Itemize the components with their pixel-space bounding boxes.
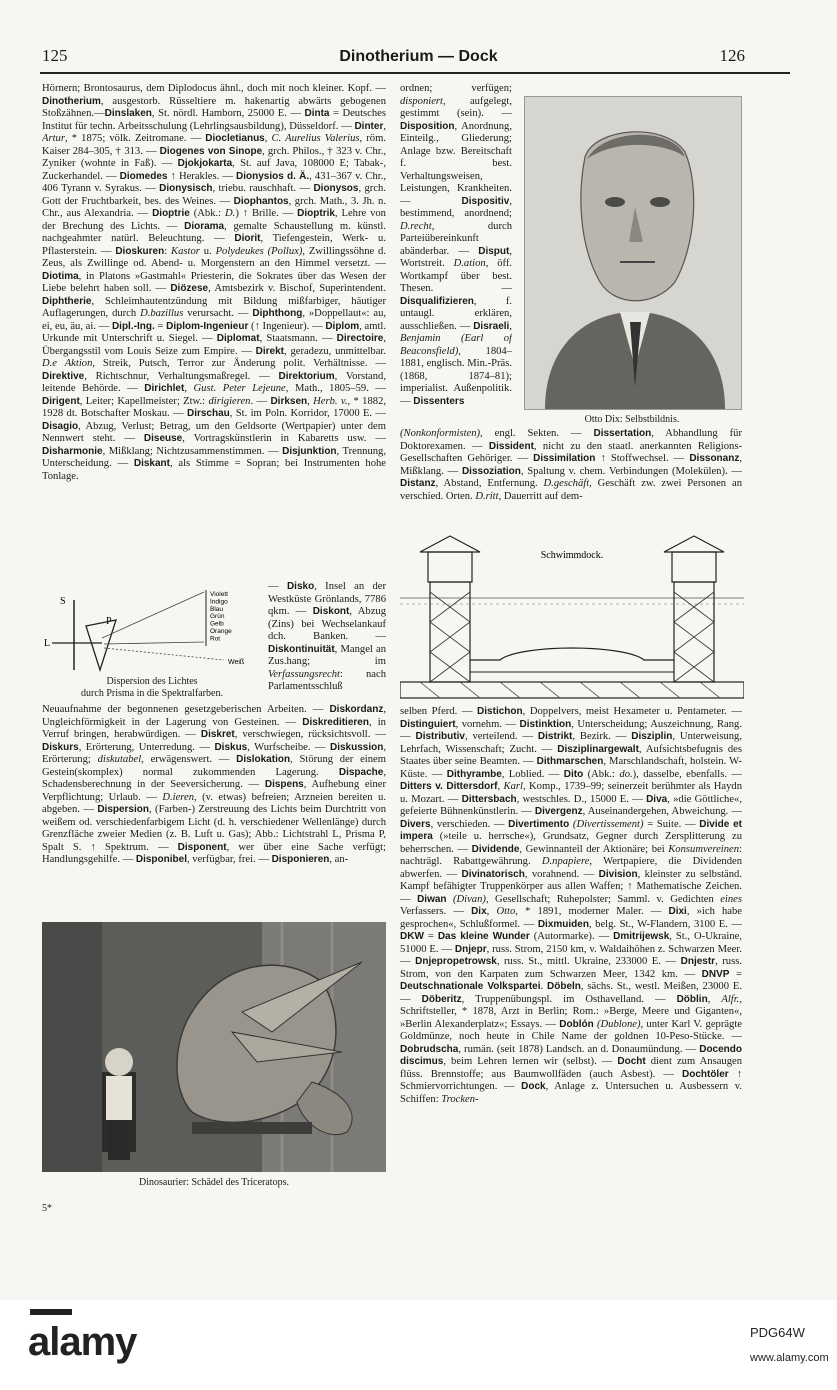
label-white: Weiß: [228, 659, 245, 666]
label-s: S: [60, 596, 66, 607]
dock-pontoon: [400, 682, 744, 698]
spectrum-label-6: Rot: [210, 635, 221, 643]
watermark-logo: alamy: [28, 1320, 137, 1364]
disko-entry-text: — Disko, Insel an der Westküste Grönlands, 7786 qkm. — Diskont, Abzug (Zins) bei Wechselankauf dch. Banken. — Diskontinuität, Mangel an Zus.hang; im Verfassungsrecht: nach Parlamentsschluß: [268, 581, 386, 692]
spectrum-color-labels: [210, 591, 232, 642]
spectrum-label-2: Blau: [210, 605, 224, 613]
header-rule: [40, 72, 790, 74]
spectrum-label-5: Orange: [210, 628, 232, 635]
page-number-left: 125: [42, 46, 68, 65]
prism-triangle: [86, 620, 116, 670]
schwimmdock-diagram: [400, 532, 744, 700]
left-tower-cabin: [428, 552, 472, 582]
portrait-illustration: [525, 97, 741, 409]
left-column-top-text: Hörnern; Brontosaurus, dem Diplodocus ähnl., doch mit noch kleiner. Kopf. — Dinotherium, ausgestorb. Rüsseltiere m. hakenartig abwärts gebogenen Stoßzähnen.—Dinslaken, St. nördl. Hamborn, 25000 E. — Dinta = Deutsches Institut für techn. Arbeitsschulung (Lehrlingsausbildung), Düsseldorf. — Dinter, Artur, * 1875; völk. Zeitromane. — Diocletianus, C. Aurelius Valerius, röm. Kaiser 284–305, † 313. — Diogenes von Sinope, grch. Philos., † 323 v. Chr., Zyniker (wohnte in Faß). — Djokjokarta, St. auf Java, 108000 E; Tabak-, Zuckerhandel. — Diomedes ↑ Herakles. — Dionysios d. Ä., 431–367 v. Chr., 406 Tyrann v. Syrakus. — Dionysisch, triebu. rauschhaft. — Dionysos, grch. Gott der Fruchtbarkeit, bes. des Weines. — Diophantos, grch. Math., 3. Jh. n. Chr., aus Alexandria. — Dioptrie (Abk.: D.) ↑ Brille. — Dioptrik, Lehre von der Brechung des Lichts. — Diorama, gemalte Schaustellung m. künstl. nachgeahmter natürl. Beleuchtung. — Diorit, Tiefengestein, Werk- u. Pflasterstein. — Dioskuren: Kastor u. Polydeukes (Pollux), Zwillingssöhne d. Zeus, als Zwillinge od. Abend- u. Morgenstern an den Himmel versetzt. — Diotima, in Platons »Gastmahl« Priesterin, die Sokrates über das Wesen der Liebe belehrt haben soll. — Diözese, Amtsbezirk v. Bischof, Superintendent. Diphtherie, Schleimhautentzündung mit Bildung mißfarbiger, häutiger Auflagerungen, durch D.bazillus verursacht. — Diphthong, »Doppellaut«: au, ei, eu, äu, ai. — Dipl.-Ing. = Diplom-Ingenieur (↑ Ingenieur). — Diplom, amtl. Urkunde mit Unterschrift u. Siegel. — Diplomat, Staatsmann. — Directoire, Übergangsstil vom Louis Seize zum Empire. — Direkt, geradezu, unmittelbar. D.e Aktion, Streik, Putsch, Terror zur Änderung polit. Verhältnisse. — Direktive, Richtschnur, Verhaltungsmaßregel. — Direktorium, Vorstand, leitende Behörde. — Dirichlet, Gust. Peter Lejeune, Math., 1805–59. — Dirigent, Leiter; Kapellmeister; Ztw.: dirigieren. — Dirksen, Herb. v., * 1882, 1928 dt. Botschafter Moskau. — Dirschau, St. im Poln. Korridor, 17000 E. — Disagio, Abzug, Verlust; Betrag, um den Geldsorte (Wertpapier) unter dem Nennwert steht. — Diseuse, Vortragskünstlerin in Kabaretts usw. — Disharmonie, Mißklang; Nichtzusammenstimmen. — Disjunktion, Trennung, Unterscheidung. — Diskant, als Stimme = Sopran; bei Instrumenten hohe Tonlage.: [42, 83, 386, 482]
dock-hull-top: [470, 648, 674, 660]
right-tower-roof: [664, 536, 724, 552]
watermark-image-code: PDG64W: [750, 1325, 805, 1340]
spectrum-label-0: Violett: [210, 591, 228, 598]
schwimmdock-figure: [400, 532, 744, 700]
prism-caption-line2: durch Prisma in die Spektralfarben.: [81, 688, 223, 699]
signature-mark: 5*: [42, 1203, 52, 1214]
triceratops-illustration: [42, 922, 386, 1172]
dock-title: Schwimmdock.: [540, 550, 604, 561]
label-p: P: [106, 616, 112, 627]
prism-caption: [42, 676, 262, 700]
triceratops-caption: Dinosaurier: Schädel des Triceratops.: [139, 1177, 289, 1188]
otto-dix-caption: Otto Dix: Selbstbildnis.: [584, 414, 680, 425]
label-l: L: [44, 638, 51, 649]
page-title: Dinotherium — Dock: [339, 48, 498, 65]
left-tower-roof: [420, 536, 480, 552]
spectrum-label-3: Grün: [210, 613, 225, 621]
spectrum-label-1: Indigo: [210, 598, 228, 606]
watermark-logo-bar: [30, 1309, 72, 1315]
triceratops-photo: [42, 922, 386, 1172]
page-number-right: 126: [719, 46, 745, 65]
otto-dix-self-portrait: [524, 96, 742, 410]
right-tower-cabin: [672, 552, 716, 582]
ray-white: [104, 648, 224, 660]
ray-red: [104, 642, 204, 644]
spectrum-label-4: Gelb: [210, 620, 224, 628]
ray-violet: [102, 592, 204, 638]
right-column-middle-text: (Nonkonformisten), engl. Sekten. — Dissertation, Abhandlung für Doktorexamen. — Dissident, nicht zu den staatl. anerkannten Religions-Gesellschaften Gehöriger. — Dissimilation ↑ Stoffwechsel. — Dissonanz, Mißklang. — Dissoziation, Spaltung v. chem. Verbindungen (Molekülen). — Distanz, Abstand, Entfernung. D.geschäft, Geschäft zw. zwei Personen an verschied. Orten. D.ritt, Dauerritt auf dem-: [400, 428, 742, 502]
watermark-url: www.alamy.com: [750, 1352, 829, 1364]
left-column-middle-text: Neuaufnahme der begonnenen gesetzgeberischen Arbeiten. — Diskordanz, Ungleichförmigkeit in der Lagerung von Gesteinen. — Diskreditieren, in Verruf bringen, herabwürdigen. — Diskret, verschwiegen, rücksichtsvoll. — Diskurs, Erörterung, Unterredung. — Diskus, Wurfscheibe. — Diskussion, Erörterung; diskutabel, erwägenswert. — Dislokation, Störung der einem Gestein(skomplex) normal zukommenden Lagerung. Dispache, Schadensberechnung in der Seeversicherung. — Dispens, Aufhebung einer Verpflichtung; Urlaub. — D.ieren, (v. etwas) befreien; Arzneien bereiten u. abgeben. — Dispersion, (Farben-) Zerstreuung des Lichts beim Durchtritt von weißem od. verschiedenfarbigem Licht (d. h. verschiedener Wellenlänge) durch Grenzfläche zweier Medien (z. B. Luft u. Gas); Abb.: Lichtstrahl L, Prisma P, Spalt S. ↑ Spektrum. — Disponent, wer über eine Sache verfügt; Handlungsgehilfe. — Disponibel, verfügbar, frei. — Disponieren, an-: [42, 704, 386, 865]
right-column-top-text: ordnen; verfügen; disponiert, aufgelegt, gestimmt (sein). — Disposition, Anordnung, Einteilg., Gliederung; Anlage bzw. Bereitschaft f. best. Verhaltungsweisen, Leistungen, Krankheiten. — Dispositiv, bestimmend, anordnend; D.recht, durch Parteiübereinkunft abänderbar. — Disput, Wortstreit. D.ation, öff. Wortkampf über best. Thesen. — Disqualifizieren, f. untaugl. erklären, ausschließen. — Disraeli, Benjamin (Earl of Beaconsfield), 1804–1881, englisch. Min.-Präs. (1868, 1874–81); imperialist. Außenpolitik. — Dissenters: [400, 83, 512, 407]
prism-caption-line1: Dispersion des Lichtes: [106, 676, 198, 687]
right-column-bottom-text: selben Pferd. — Distichon, Doppelvers, meist Hexameter u. Pentameter. — Distinguiert, vornehm. — Distinktion, Unterscheidung; Auszeichnung, Rang. — Distributiv, verteilend. — Distrikt, Bezirk. — Disziplin, Unterweisung, Lehrfach, Wissenschaft; Zucht. — Disziplinargewalt, Aufsichtsbefugnis des Staates über seine Beamten. — Dithmarschen, Marschlandschaft, holstein. W-Küste. — Dithyrambe, Loblied. — Dito (Abk.: do.), dasselbe, ebenfalls. — Ditters v. Dittersdorf, Karl, Komp., 1739–99; seinerzeit berühmter als Haydn u. Mozart. — Dittersbach, westschles. D., 15000 E. — Diva, »die Göttliche«, gefeierte Bühnenkünstlerin. — Divergenz, Auseinandergehen, Abweichung. — Divers, verschieden. — Divertimento (Divertissement) = Suite. — Divide et impera (»teile u. herrsche«), Grundsatz, Gegner durch Zersplitterung zu beherrschen. — Dividende, Gewinnanteil der Aktionäre; bei Konsumvereinen: nachträgl. Rabattgewährung. D.npapiere, Wertpapiere, die Dividenden abwerfen. — Divinatorisch, vorahnend. — Division, kleinster zu selbständ. Kampf befähigter Truppenkörper aus allen Waffen; ↑ Mathematische Zeichen. — Diwan (Divan), Gesellschaft; Ruhepolster; Samml. v. Gedichten eines Verfassers. — Dix, Otto, * 1891, moderner Maler. — Dixi, »ich habe gesprochen«, Schlußformel. — Dixmuiden, belg. St., W-Flandern, 3100 E. — DKW = Das kleine Wunder (Autormarke). — Dmitrijewsk, St., O-Ukraine, 51000 E. — Dnjepr, russ. Strom, 2150 km, v. Waldaihöhen z. Schwarzen Meer. — Dnjepropetrowsk, russ. St., mittl. Ukraine, 233000 E. — Dnjestr, russ. Strom, von den Karpaten zum Schwarzen Meer, 1342 km. — DNVP = Deutschnationale Volkspartei. Döbeln, sächs. St., westl. Meißen, 23000 E. — Döberitz, Truppenübungspl. im Osthavelland. — Döblin, Alfr., Schriftsteller, * 1878, Arzt in Berlin; Rom.: »Berge, Meere und Giganten«, »Berlin Alexanderplatz«; Essays. — Doblón (Dublone), unter Karl V. geprägte Goldmünze, noch heute in Chile Name der goldnen 10-Peso-Stücke. — Dobrudscha, rumän. (seit 1878) Landsch. an d. Donaumündung. — Docendo discimus, beim Lehren lernen wir (selbst). — Docht dient zum Ansaugen flüss. Brennstoffe; aus Baumwollfäden (auch Asbest). — Dochtöler ↑ Schmiervorrichtungen. — Dock, Anlage z. Untersuchen u. Ausbessern v. Schiffen: Trocken-: [400, 706, 742, 1105]
